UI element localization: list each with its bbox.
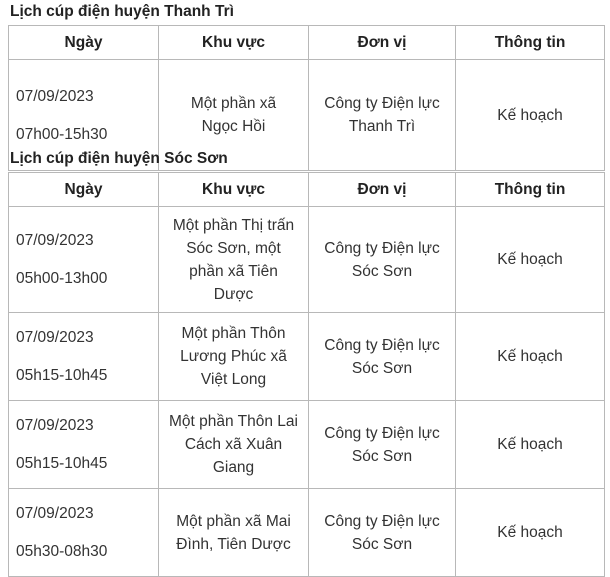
info-text: Kế hoạch: [497, 251, 563, 268]
info-text: Kế hoạch: [497, 106, 563, 124]
area-text: Một phần Thị trấn Sóc Sơn, một phần xã Tiên Dược: [172, 216, 295, 303]
time-text: 05h00-13h00: [16, 270, 108, 287]
unit-cell: [309, 489, 456, 577]
time-text: 05h15-10h45: [16, 367, 108, 384]
info-cell: [456, 60, 605, 171]
table-row: [9, 313, 605, 401]
info-cell: [456, 313, 605, 401]
date-text: 07/09/2023: [16, 505, 94, 522]
section-title-thanh-tri: Lịch cúp điện huyện Thanh Trì: [10, 3, 234, 20]
table-header-row: [9, 173, 605, 207]
time-text: 07h00-15h30: [16, 125, 108, 143]
info-text: Kế hoạch: [497, 436, 563, 453]
area-cell: [159, 489, 309, 577]
header-date: Ngày: [9, 173, 159, 207]
info-cell: [456, 489, 605, 577]
table-row: [9, 207, 605, 313]
unit-text: Công ty Điện lực Sóc Sơn: [324, 512, 440, 553]
unit-cell: [309, 401, 456, 489]
area-text: Một phần Thôn Lương Phúc xã Việt Long: [180, 325, 287, 388]
date-text: 07/09/2023: [16, 232, 94, 249]
date-cell: [9, 313, 159, 401]
unit-cell: [309, 313, 456, 401]
info-cell: [456, 207, 605, 313]
date-cell: [9, 489, 159, 577]
header-unit: Đơn vị: [309, 173, 456, 207]
info-text: Kế hoạch: [497, 348, 563, 365]
header-area: Khu vực: [159, 173, 309, 207]
unit-text: Công ty Điện lực Thanh Trì: [324, 95, 440, 135]
unit-text: Công ty Điện lực Sóc Sơn: [324, 336, 440, 377]
time-text: 05h30-08h30: [16, 543, 108, 560]
table-row: [9, 401, 605, 489]
date-cell: [9, 207, 159, 313]
outage-table-soc-son: [8, 172, 605, 577]
date-text: 07/09/2023: [16, 417, 94, 434]
unit-text: Công ty Điện lực Sóc Sơn: [324, 424, 440, 465]
date-cell: [9, 401, 159, 489]
section-title-soc-son: Lịch cúp điện huyện Sóc Sơn: [10, 150, 228, 167]
table-header-row: [9, 26, 605, 60]
header-date: Ngày: [9, 26, 159, 60]
header-area: Khu vực: [159, 26, 309, 60]
header-info: Thông tin: [456, 173, 605, 207]
header-unit: Đơn vị: [309, 26, 456, 60]
unit-cell: [309, 207, 456, 313]
unit-text: Công ty Điện lực Sóc Sơn: [324, 239, 440, 280]
area-text: Một phần xã Ngọc Hồi: [190, 95, 277, 135]
area-cell: [159, 313, 309, 401]
area-cell: [159, 401, 309, 489]
area-text: Một phần xã Mai Đình, Tiên Dược: [176, 512, 291, 553]
area-cell: [159, 207, 309, 313]
header-info: Thông tin: [456, 26, 605, 60]
area-text: Một phần Thôn Lai Cách xã Xuân Giang: [169, 413, 298, 476]
info-cell: [456, 401, 605, 489]
info-text: Kế hoạch: [497, 524, 563, 541]
date-text: 07/09/2023: [16, 87, 94, 105]
table-row: [9, 489, 605, 577]
unit-cell: [309, 60, 456, 171]
date-text: 07/09/2023: [16, 329, 94, 346]
time-text: 05h15-10h45: [16, 455, 108, 472]
